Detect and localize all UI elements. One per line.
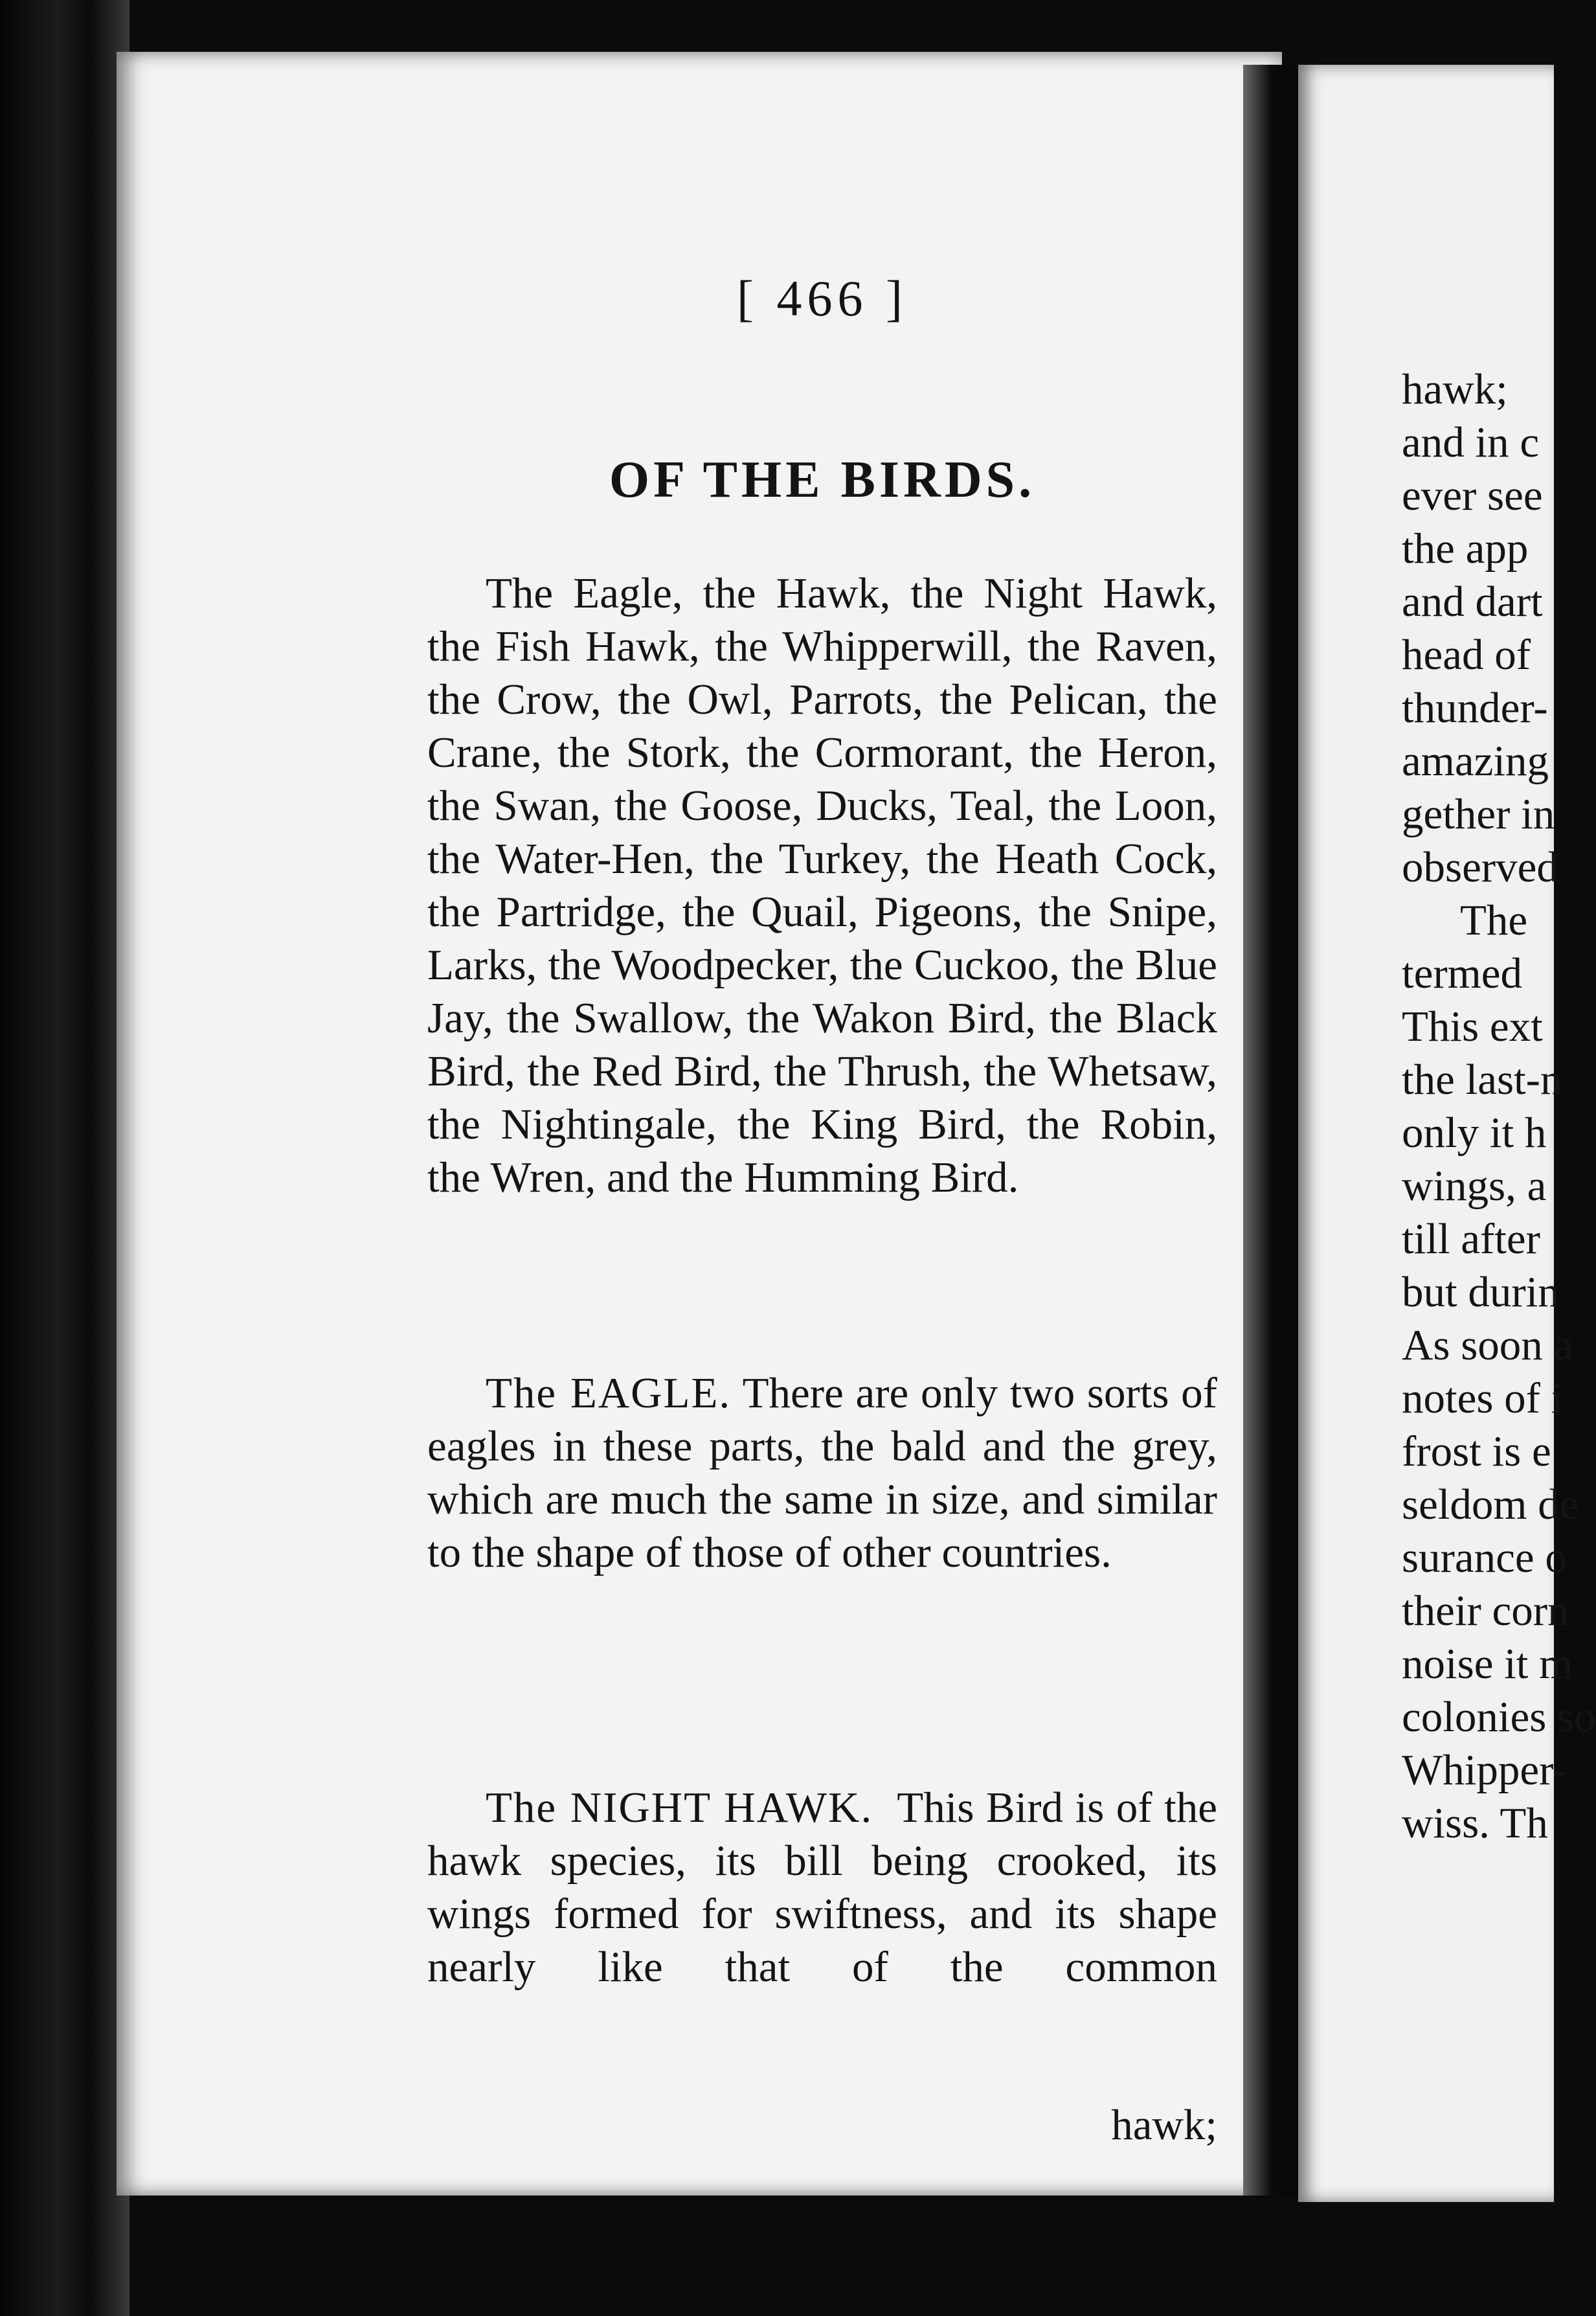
right-line: wings, a — [1402, 1162, 1547, 1210]
right-line: the last-n — [1402, 1056, 1562, 1104]
left-page — [117, 52, 1282, 2196]
night-hawk-text: This Bird is of the hawk species, its bill being crooked, its wings formed for swiftness, and its shape nearly like that of the common — [427, 1784, 1217, 1991]
right-line: frost is e — [1402, 1427, 1551, 1475]
right-line: but durin — [1402, 1268, 1560, 1316]
right-line: and in c — [1402, 418, 1540, 466]
right-line: thunder- — [1402, 684, 1548, 732]
right-line: observed — [1402, 843, 1558, 891]
right-line: Whipper- — [1402, 1746, 1568, 1794]
right-line: wiss. Th — [1402, 1799, 1548, 1847]
catchword: hawk; — [1111, 2101, 1217, 2149]
right-line: As soon a — [1402, 1321, 1573, 1369]
right-line: the app — [1402, 525, 1529, 573]
right-line: hawk; — [1402, 365, 1508, 413]
night-hawk-paragraph — [427, 1781, 1217, 1993]
right-line: and dart — [1402, 578, 1543, 626]
eagle-text: There are only two sorts of eagles in these parts, the bald and the grey, which are much the same in size, and similar to the shape of those of other countries. — [427, 1369, 1217, 1576]
right-line: notes of i — [1402, 1374, 1564, 1422]
right-line: This ext — [1402, 1003, 1543, 1050]
right-line: amazing — [1402, 737, 1549, 785]
right-line: colonies so — [1402, 1693, 1596, 1741]
right-line: noise it m — [1402, 1640, 1573, 1688]
right-page — [1298, 65, 1596, 2202]
book-spine-left — [0, 0, 129, 2316]
right-line: ever see — [1402, 471, 1543, 519]
night-hawk-heading: The NIGHT HAWK. — [486, 1784, 873, 1832]
eagle-heading: The EAGLE. — [486, 1369, 732, 1417]
right-line: surance o — [1402, 1534, 1567, 1582]
right-line: The — [1460, 896, 1528, 944]
right-line: termed — [1402, 949, 1523, 997]
right-page-text-fragments — [1402, 363, 1596, 1850]
section-title: OF THE BIRDS. — [609, 451, 1036, 508]
right-line: head of — [1402, 631, 1531, 679]
right-line: till after — [1402, 1215, 1540, 1263]
page-number: [ 466 ] — [737, 270, 908, 326]
right-line: seldom de — [1402, 1481, 1579, 1528]
right-line: gether in — [1402, 790, 1555, 838]
right-line: only it h — [1402, 1109, 1547, 1157]
eagle-paragraph — [427, 1367, 1217, 1579]
intro-paragraph: The Eagle, the Hawk, the Night Hawk, the Fish Hawk, the Whipperwill, the Raven, the Crow, the Owl, Parrots, the Pelican, the Crane, the Stork, the Cormorant, the Heron, the Swan, the Goose, Ducks, Teal, the Loon, the Water-Hen, the Turkey, the Heath Cock, the Partridge, the Quail, Pigeons, the Snipe, Larks, the Woodpecker, the Cuckoo, the Blue Jay, the Swallow, the Wakon Bird, the Black Bird, the Red Bird, the Thrush, the Whetsaw, the Nightingale, the King Bird, the Robin, the Wren, and the Humming Bird. — [427, 569, 1217, 1201]
right-line: their corn — [1402, 1587, 1569, 1635]
